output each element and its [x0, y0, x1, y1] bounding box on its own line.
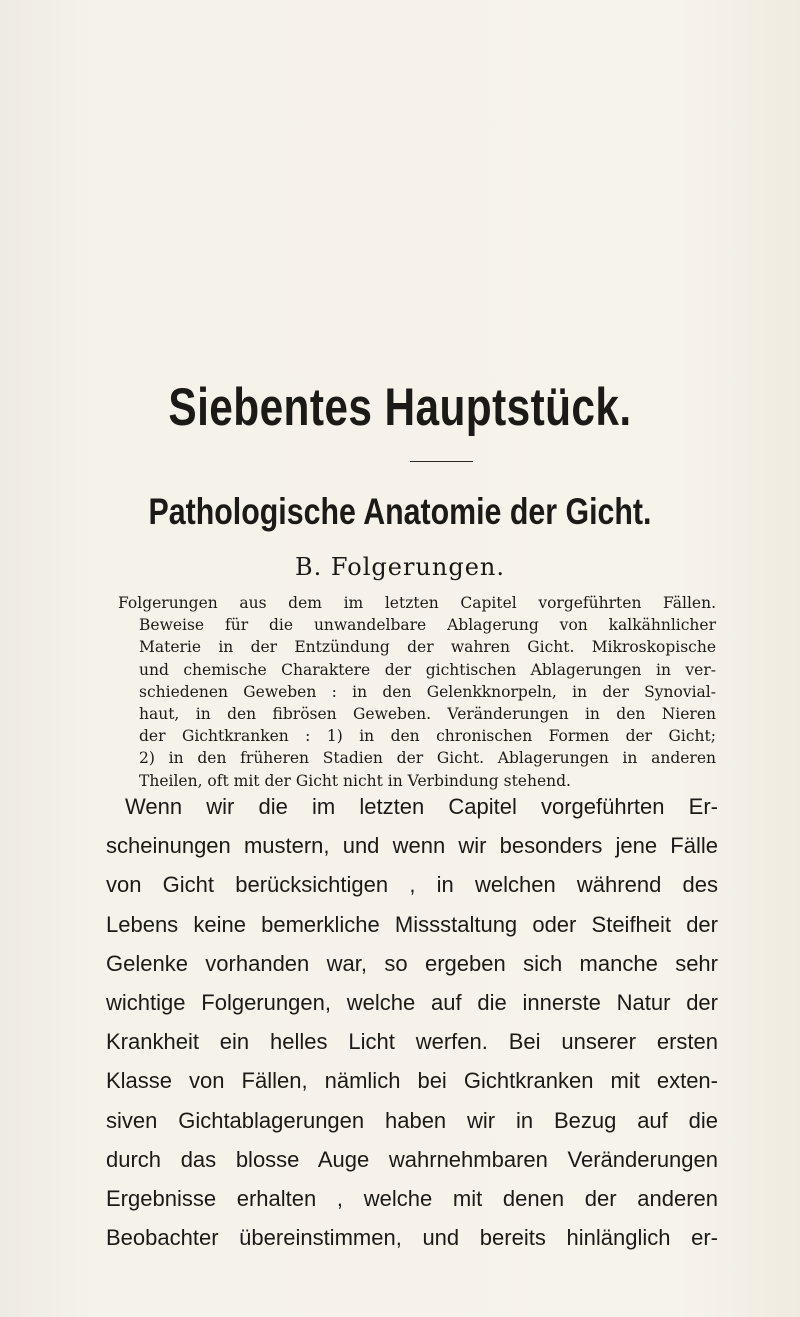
section-title: Pathologische Anatomie der Gicht.: [148, 491, 652, 532]
summary-line: Beweise für die unwandelbare Ablagerung von kalkähnlicher: [139, 616, 716, 635]
summary-line: Folgerungen aus dem im letzten Capitel vorgeführten Fällen.: [118, 594, 716, 612]
body-line: siven Gichtablagerungen haben wir in Bezug auf die: [106, 1107, 718, 1133]
summary-line: haut, in den fibrösen Geweben. Veränderungen in den Nieren: [139, 705, 716, 724]
body-line: Beobachter übereinstimmen, und bereits hinlänglich er-: [106, 1225, 718, 1251]
summary-line: der Gichtkranken : 1) in den chronischen Formen der Gicht;: [139, 727, 716, 746]
summary-line: Materie in der Entzündung der wahren Gicht. Mikroskopische: [139, 638, 716, 657]
chapter-title: Siebentes Hauptstück.: [168, 378, 632, 437]
summary-line: und chemische Charaktere der gichtischen Ablagerungen in ver-: [139, 660, 716, 679]
body-line: Gelenke vorhanden war, so ergeben sich manche sehr: [106, 950, 718, 976]
body-paragraph: [106, 787, 718, 1257]
subsection-title: B. Folgerungen.: [295, 553, 505, 581]
body-line: scheinungen mustern, und wenn wir besonders jene Fälle: [106, 833, 718, 859]
body-line: Krankheit ein helles Licht werfen. Bei unserer ersten: [106, 1029, 718, 1055]
summary-line: schiedenen Geweben : in den Gelenkknorpeln, in der Synovial-: [139, 682, 716, 701]
body-line: durch das blosse Auge wahrnehmbaren Veränderungen: [106, 1146, 718, 1172]
body-line: Ergebnisse erhalten , welche mit denen der anderen: [106, 1186, 718, 1212]
summary-line: Theilen, oft mit der Gicht nicht in Verbindung stehend.: [139, 771, 571, 790]
title-divider-rule: [410, 461, 473, 462]
body-line: Klasse von Fällen, nämlich bei Gichtkranken mit exten-: [106, 1068, 718, 1094]
chapter-summary: [118, 592, 716, 792]
summary-line: 2) in den früheren Stadien der Gicht. Ablagerungen in anderen: [139, 749, 716, 768]
body-line: Lebens keine bemerkliche Missstaltung oder Steifheit der: [106, 911, 718, 937]
body-line: von Gicht berücksichtigen , in welchen während des: [106, 872, 718, 898]
body-line: Wenn wir die im letzten Capitel vorgeführten Er-: [125, 794, 718, 819]
body-line: wichtige Folgerungen, welche auf die innerste Natur der: [106, 990, 718, 1016]
